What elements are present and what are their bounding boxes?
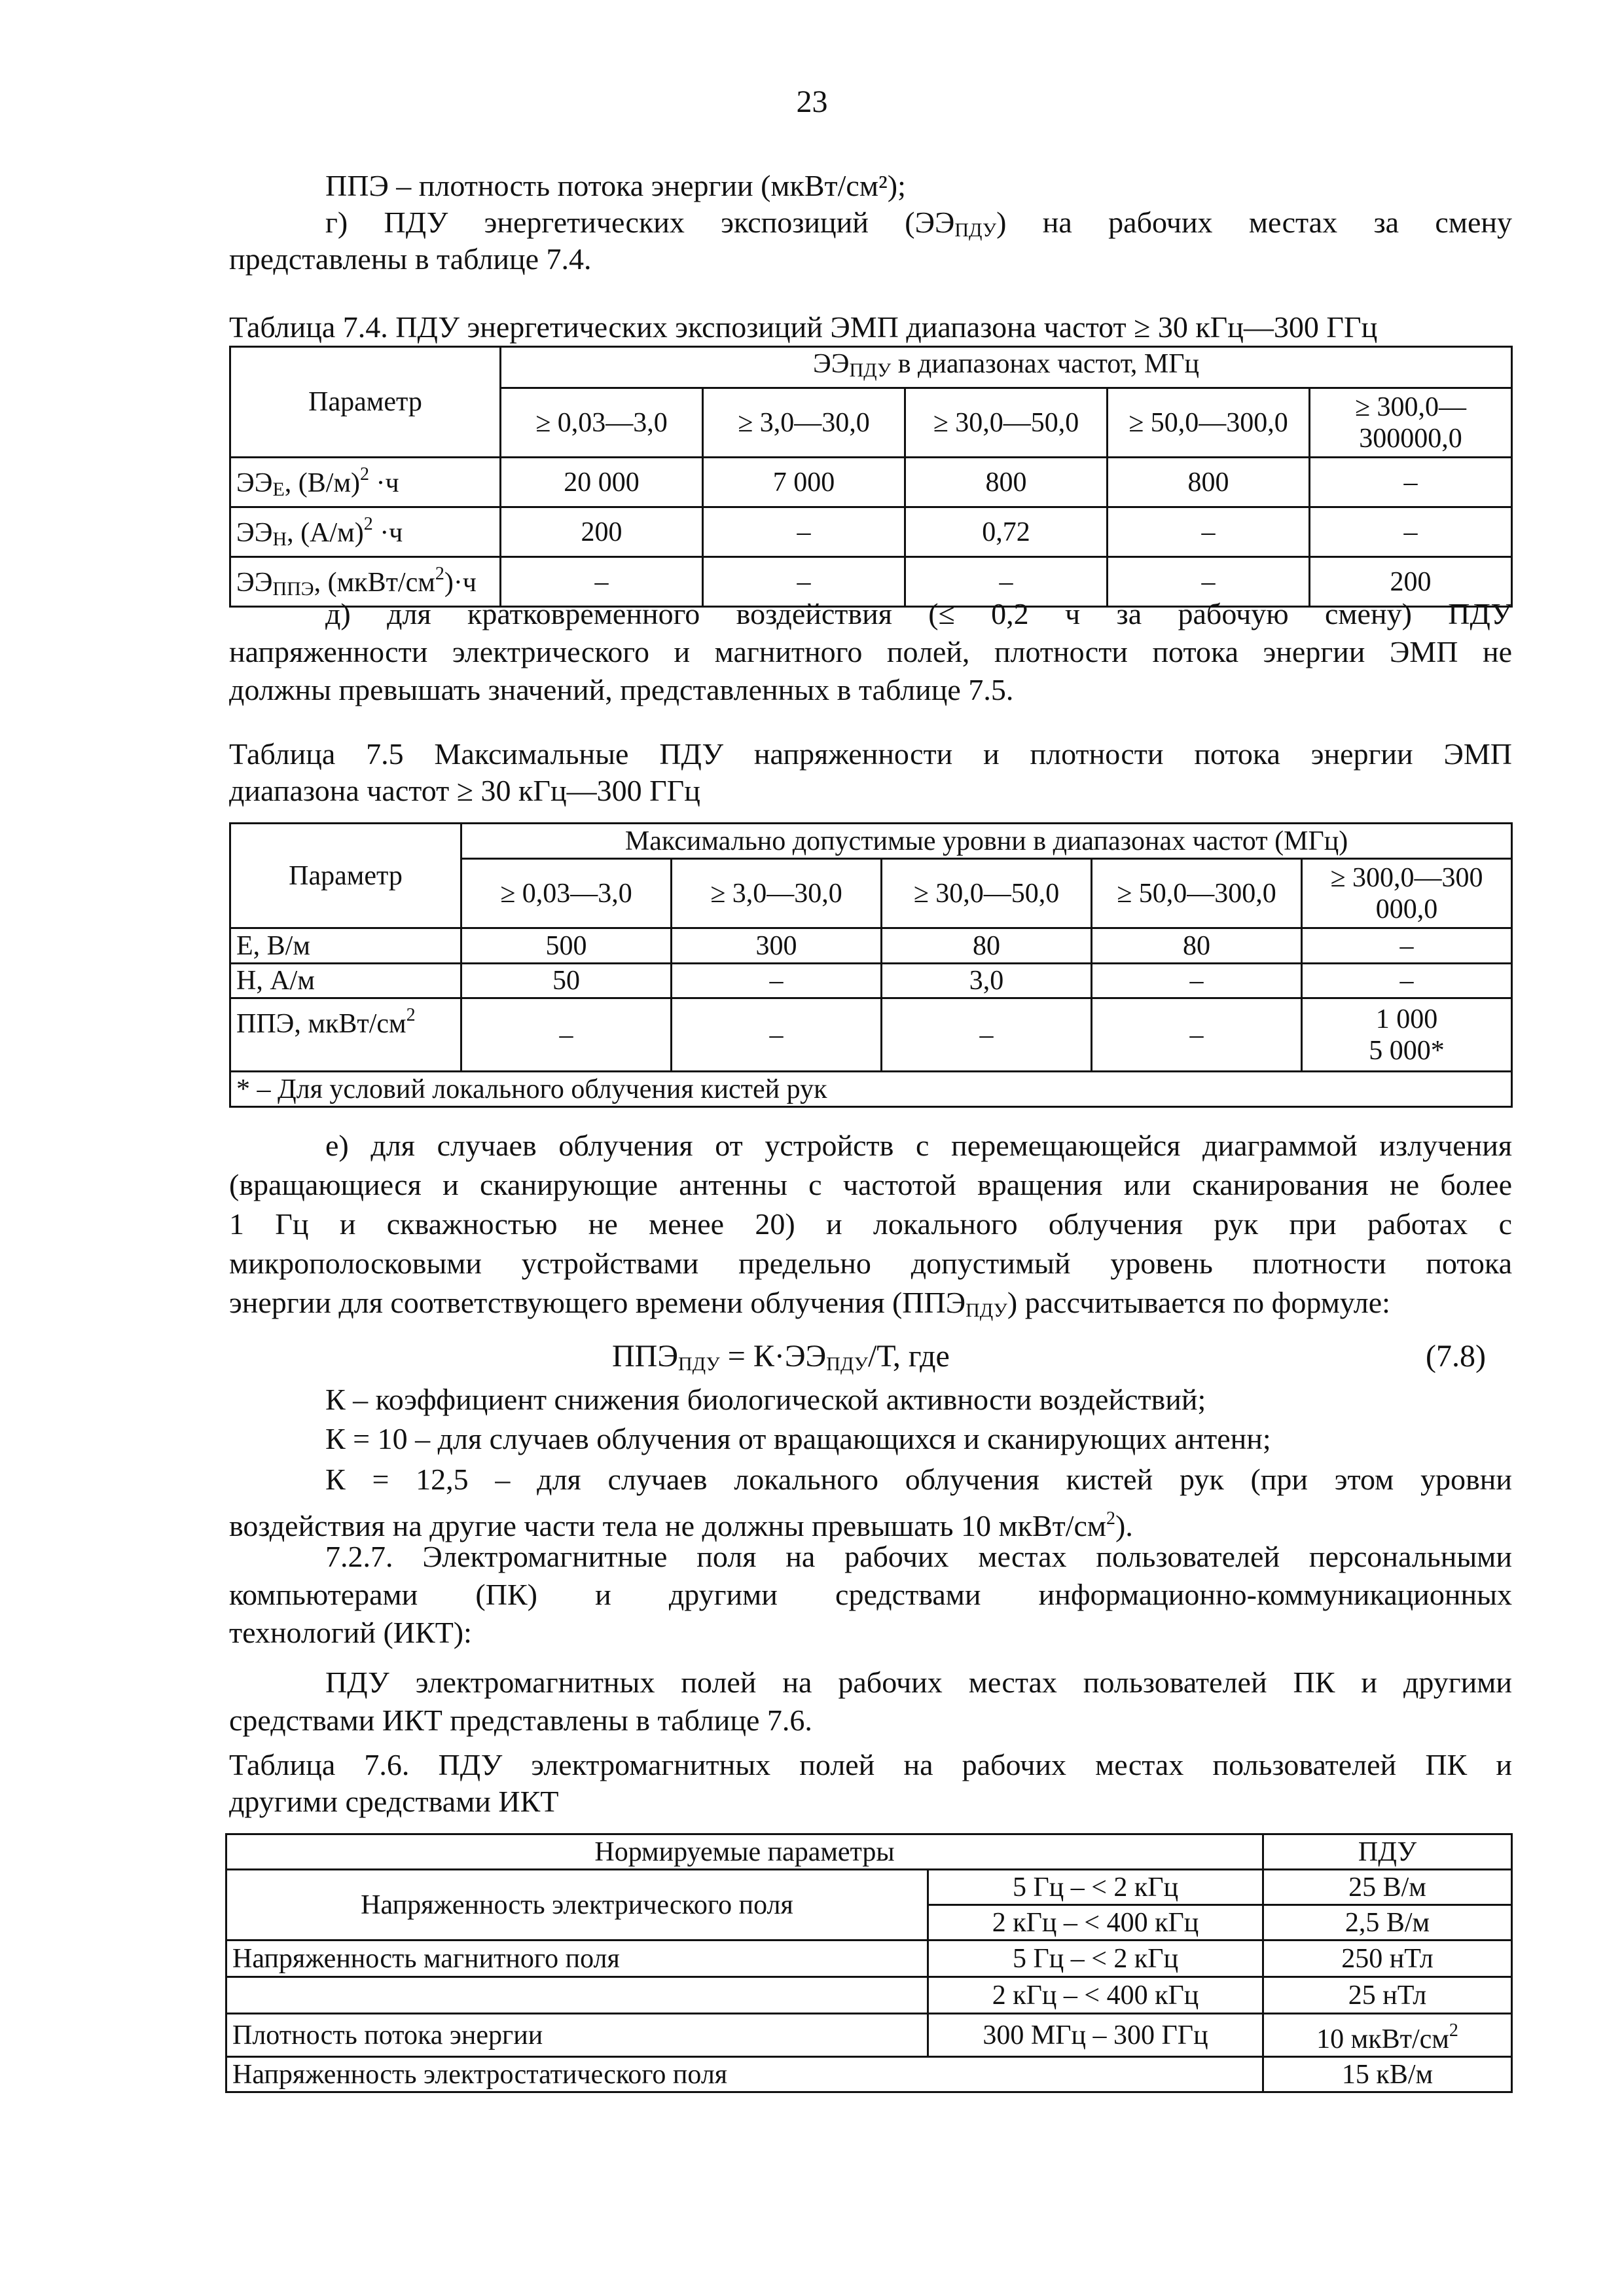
cell-two-values <box>1302 998 1512 1072</box>
formula-7-8 <box>612 1338 950 1376</box>
cell: 200 <box>501 507 703 557</box>
row-param <box>230 507 501 557</box>
cell: – <box>1092 964 1302 998</box>
table-7-6-caption-line2: другими средствами ИКТ <box>229 1785 559 1818</box>
cell: 0,72 <box>905 507 1108 557</box>
table-row <box>230 458 1512 507</box>
cell: – <box>1092 998 1302 1072</box>
param-sup: 2 <box>363 514 373 534</box>
formula-rhs: /Т, где <box>867 1339 950 1374</box>
ppe-param-sup: 2 <box>406 1005 416 1025</box>
item-e-line2: (вращающиеся и сканирующие антенны с частотой вращения или сканирования не более <box>229 1168 1512 1201</box>
header-group-sub: ПДУ <box>849 359 892 381</box>
ppe-value-sup: 2 <box>1449 2020 1458 2041</box>
header-group-text-b: в диапазонах частот, МГц <box>891 349 1200 379</box>
param-c: )·ч <box>444 568 477 598</box>
row-param <box>230 998 461 1072</box>
range-cell: ≥ 30,0—50,0 <box>882 859 1092 928</box>
formula-mid-sub: ПДУ <box>826 1353 868 1375</box>
item-g-line2: представлены в таблице 7.4. <box>229 242 592 276</box>
param-a: ЭЭ <box>236 568 273 598</box>
param-sup: 2 <box>360 464 370 484</box>
table-7-5-header-param: Параметр <box>230 824 461 928</box>
range-cell: ≥ 3,0—30,0 <box>703 388 905 458</box>
freq-cell: 2 кГц – < 400 кГц <box>928 1977 1263 2014</box>
table-row <box>230 998 1512 1072</box>
table-7-4 <box>229 346 1513 608</box>
item-e-line5 <box>229 1281 1512 1333</box>
cell: – <box>882 998 1092 1072</box>
cell: 50 <box>461 964 672 998</box>
cell: 300 <box>672 928 882 964</box>
param-c: ·ч <box>369 468 399 498</box>
cell: 800 <box>1108 458 1310 507</box>
table-7-6-header-pdu: ПДУ <box>1263 1834 1512 1870</box>
row-param: Е, В/м <box>230 928 461 964</box>
k125-sup: 2 <box>1106 1508 1116 1529</box>
table-7-4-header-param: Параметр <box>230 347 501 458</box>
freq-cell: 5 Гц – < 2 кГц <box>928 1870 1263 1905</box>
formula-mid: = К·ЭЭ <box>719 1339 827 1374</box>
k-definition: К – коэффициент снижения биологической активности воздействий; <box>325 1383 1206 1416</box>
cell: 3,0 <box>882 964 1092 998</box>
param-magnetic-field: Напряженность магнитного поля <box>226 1941 928 1977</box>
range-cell: ≥ 30,0—50,0 <box>905 388 1108 458</box>
cell: 20 000 <box>501 458 703 507</box>
range-cell: ≥ 3,0—30,0 <box>672 859 882 928</box>
ppe-definition: ППЭ – плотность потока энергии (мкВт/см²); <box>325 169 906 202</box>
section-727-line4: ПДУ электромагнитных полей на рабочих местах пользователей ПК и другими <box>325 1666 1512 1699</box>
table-7-6-header-params: Нормируемые параметры <box>226 1834 1263 1870</box>
cell: 80 <box>882 928 1092 964</box>
range-cell-last <box>1302 859 1512 928</box>
table-7-5-footnote: * – Для условий локального облучения кистей рук <box>230 1072 1512 1107</box>
param-sub: ППЭ <box>272 578 314 600</box>
range-cell: ≥ 0,03—3,0 <box>501 388 703 458</box>
range-cell: ≥ 50,0—300,0 <box>1108 388 1310 458</box>
value-cell: 25 В/м <box>1263 1870 1512 1905</box>
k10-definition: К = 10 – для случаев облучения от вращающихся и сканирующих антенн; <box>325 1422 1271 1455</box>
cell: – <box>1108 557 1310 607</box>
cell: – <box>501 557 703 607</box>
cell: – <box>1302 928 1512 964</box>
param-energy-flux: Плотность потока энергии <box>226 2014 928 2057</box>
value-cell: 25 нТл <box>1263 1977 1512 2014</box>
value-cell: 2,5 В/м <box>1263 1905 1512 1941</box>
empty-cell <box>226 1977 928 2014</box>
param-a: ЭЭ <box>236 468 273 498</box>
row-param: Н, А/м <box>230 964 461 998</box>
k125-line1: К = 12,5 – для случаев локального облучения кистей рук (при этом уровни <box>325 1463 1512 1496</box>
param-a: ЭЭ <box>236 518 273 548</box>
table-row <box>226 1977 1512 2014</box>
freq-cell: 5 Гц – < 2 кГц <box>928 1941 1263 1977</box>
range-cell: ≥ 0,03—3,0 <box>461 859 672 928</box>
param-b: , (В/м) <box>284 468 361 498</box>
value-cell: 250 нТл <box>1263 1941 1512 1977</box>
cell: – <box>1108 507 1310 557</box>
k125-text: воздействия на другие части тела не должны превышать 10 мкВт/см <box>229 1509 1107 1542</box>
param-electric-field: Напряженность электрического поля <box>226 1870 928 1941</box>
cell: 80 <box>1092 928 1302 964</box>
item-g-sub: ПДУ <box>954 219 997 241</box>
ppe-value-1: 1 000 <box>1375 1004 1438 1034</box>
cell: – <box>703 557 905 607</box>
table-row <box>230 928 1512 964</box>
item-e-line1: е) для случаев облучения от устройств с перемещающейся диаграммой излучения <box>325 1129 1512 1162</box>
table-7-5-caption-line1: Таблица 7.5 Максимальные ПДУ напряженности и плотности потока энергии ЭМП <box>229 737 1512 771</box>
formula-number: (7.8) <box>1426 1339 1486 1374</box>
ppe-param-text: ППЭ, мкВт/см <box>236 1009 406 1039</box>
cell: – <box>461 998 672 1072</box>
ppe-value-text: 10 мкВт/см <box>1316 2024 1449 2054</box>
cell: 800 <box>905 458 1108 507</box>
range-cell: ≥ 50,0—300,0 <box>1092 859 1302 928</box>
range-cell-last <box>1310 388 1512 458</box>
table-7-4-caption: Таблица 7.4. ПДУ энергетических экспозиций ЭМП диапазона частот ≥ 30 кГц—300 ГГц <box>229 310 1378 344</box>
param-b: , (А/м) <box>287 518 364 548</box>
section-727-line1: 7.2.7. Электромагнитные поля на рабочих местах пользователей персональными <box>325 1540 1512 1573</box>
table-row <box>226 1941 1512 1977</box>
cell: – <box>905 557 1108 607</box>
range-last-line1: ≥ 300,0— <box>1354 392 1467 422</box>
item-g-text-b: ) на рабочих местах за смену <box>996 206 1512 239</box>
param-sub: Е <box>272 479 285 500</box>
param-sup: 2 <box>435 564 444 584</box>
cell: 500 <box>461 928 672 964</box>
section-727-line5: средствами ИКТ представлены в таблице 7.6. <box>229 1704 812 1737</box>
item-d-line1: д) для кратковременного воздействия (≤ 0,2 ч за рабочую смену) ПДУ <box>325 597 1512 630</box>
table-row <box>226 2014 1512 2057</box>
item-e-line5-sub: ПДУ <box>965 1300 1007 1321</box>
section-727-line2: компьютерами (ПК) и другими средствами информационно-коммуникационных <box>229 1578 1512 1611</box>
table-7-5-header-group: Максимально допустимые уровни в диапазонах частот (МГц) <box>461 824 1512 859</box>
cell: – <box>672 998 882 1072</box>
table-row <box>226 2057 1512 2092</box>
table-row <box>230 964 1512 998</box>
item-e-line5-a: энергии для соответствующего времени облучения (ППЭ <box>229 1286 966 1319</box>
cell: – <box>703 507 905 557</box>
header-group-text-a: ЭЭ <box>813 349 850 379</box>
cell: 200 <box>1310 557 1512 607</box>
row-param <box>230 458 501 507</box>
item-e-line5-b: ) рассчитывается по формуле: <box>1007 1286 1390 1319</box>
table-row <box>226 1870 1512 1905</box>
cell: – <box>1302 964 1512 998</box>
param-electrostatic-field: Напряженность электростатического поля <box>226 2057 1263 2092</box>
table-7-6-caption-line1: Таблица 7.6. ПДУ электромагнитных полей на рабочих местах пользователей ПК и <box>229 1748 1512 1781</box>
page-number: 23 <box>796 84 828 119</box>
value-cell: 15 кВ/м <box>1263 2057 1512 2092</box>
param-c: ·ч <box>372 518 403 548</box>
table-7-5 <box>229 822 1513 1108</box>
item-g-text-a: г) ПДУ энергетических экспозиций (ЭЭ <box>325 206 955 239</box>
item-d-line2: напряженности электрического и магнитного полей, плотности потока энергии ЭМП не <box>229 635 1512 668</box>
formula-lhs-sub: ПДУ <box>678 1353 720 1375</box>
section-727-line3: технологий (ИКТ): <box>229 1616 472 1649</box>
cell: – <box>672 964 882 998</box>
table-7-6 <box>225 1833 1513 2093</box>
range-last-line2: 000,0 <box>1375 894 1438 924</box>
table-7-4-header-group <box>501 347 1512 388</box>
param-b: , (мкВт/см <box>314 568 435 598</box>
value-cell <box>1263 2014 1512 2057</box>
ppe-value-2: 5 000* <box>1369 1035 1445 1066</box>
item-e-line3: 1 Гц и скважностью не менее 20) и локального облучения рук при работах с <box>229 1207 1512 1241</box>
range-last-line1: ≥ 300,0—300 <box>1330 862 1483 893</box>
cell: 7 000 <box>703 458 905 507</box>
freq-cell: 300 МГц – 300 ГГц <box>928 2014 1263 2057</box>
formula-lhs: ППЭ <box>612 1339 679 1374</box>
k125-end: ). <box>1115 1509 1133 1542</box>
range-last-line2: 300000,0 <box>1359 423 1462 454</box>
freq-cell: 2 кГц – < 400 кГц <box>928 1905 1263 1941</box>
item-d-line3: должны превышать значений, представленных в таблице 7.5. <box>229 673 1014 706</box>
item-e-line4: микрополосковыми устройствами предельно допустимый уровень плотности потока <box>229 1247 1512 1280</box>
cell: – <box>1310 507 1512 557</box>
cell: – <box>1310 458 1512 507</box>
table-footnote-row <box>230 1072 1512 1107</box>
table-7-5-caption-line2: диапазона частот ≥ 30 кГц—300 ГГц <box>229 774 700 807</box>
param-sub: Н <box>272 528 287 550</box>
table-row <box>230 507 1512 557</box>
